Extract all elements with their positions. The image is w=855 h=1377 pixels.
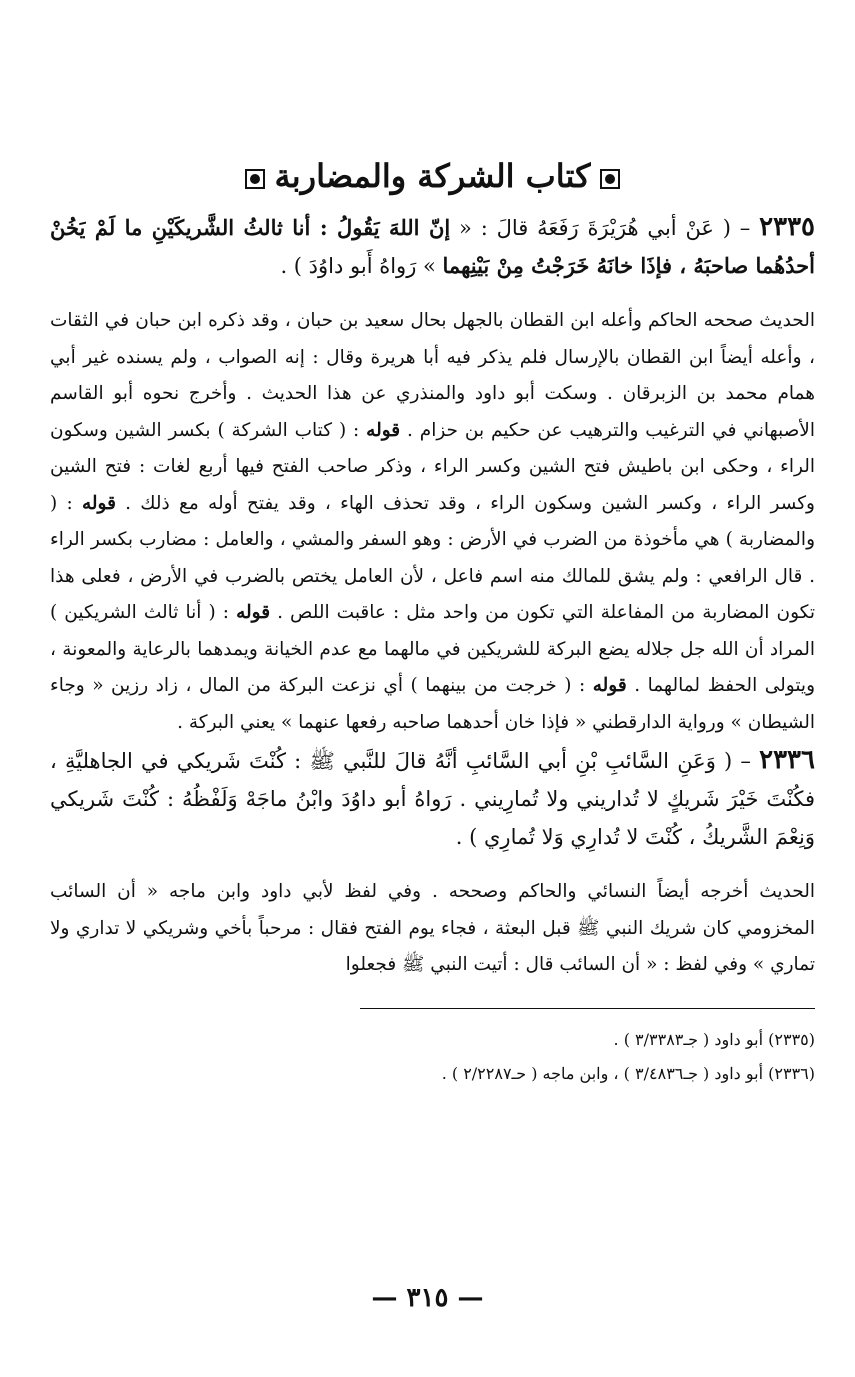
commentary-keyword: قوله [236, 602, 271, 623]
ornament-icon [600, 169, 620, 189]
commentary-keyword: قوله [592, 675, 627, 696]
commentary-text: : ( والمضاربة ) هي مأخوذة من الضرب في الأرض : وهو السفر والمشي ، والعامل : مضارب بكسر الراء . قال الرافعي : ولم يشق للمالك منه اسم فاعل ، لأن العامل يختص بالضرب في الأرض ، فعلى هذا تكون المضاربة من المفاعلة التي تكون من واحد مثل : عاقبت اللص . [50, 492, 815, 623]
commentary-text: : ( خرجت من بينهما ) أي نزعت البركة من المال ، زاد رزين « وجاء الشيطان » ورواية الدارقطني « فإذا خان أحدهما صاحبه رفعها عنهما » يعني البركة . [50, 675, 815, 733]
hadith-intro: ( عَنْ أبي هُرَيْرَةَ رَفَعَهُ قالَ : « [450, 216, 731, 240]
hadith-quote: إنّ اللهَ يَقُولُ : أنا ثالثُ الشَّريكَيْنِ ما لَمْ يَخُنْ أحدُهُما صاحبَهُ ، فإذَا خانَهُ خَرَجْتُ مِنْ بَيْنِهما [50, 215, 815, 278]
footnote-2336: (٢٣٣٦) أبو داود ( جـ٣/٤٨٣٦ ) ، وابن ماجه ( حـ٢/٢٢٨٧ ) . [441, 1063, 815, 1083]
hadith-2335 [50, 208, 815, 285]
commentary-2336: الحديث أخرجه أيضاً النسائي والحاكم وصححه . وفي لفظ لأبي داود وابن ماجه « أن السائب المخزومي كان شريك النبي ﷺ قبل البعثة ، فجاء يوم الفتح فقال : مرحباً بأخي وشريكي لا تداري ولا تماري » وفي لفظ : « أن السائب قال : أتيت النبي ﷺ فجعلوا [50, 881, 815, 975]
commentary-text: : ( أنا ثالث الشريكين ) المراد أن الله جل جلاله يضع البركة للشريكين في مالهما مع عدم الخيانة ويمدهما بالرعاية والمعونة ، ويتولى الحفظ لمالهما . [50, 602, 815, 696]
hadith-outro: » رَواهُ أَبو داوُدَ ) . [280, 254, 443, 278]
chapter-title [50, 148, 815, 204]
hadith-number: ٢٣٣٥ [759, 212, 815, 242]
footnote-divider [360, 1008, 815, 1009]
footnote-2335: (٢٣٣٥) أبو داود ( جـ٣/٣٣٨٣ ) . [613, 1029, 815, 1049]
commentary-2335 [50, 303, 815, 741]
hadith-dash: – [730, 216, 760, 240]
commentary-keyword: قوله [366, 419, 401, 441]
page-number: — ٣١٥ — [371, 1283, 484, 1313]
page-content [50, 148, 815, 1091]
hadith-dash: – [732, 749, 760, 773]
chapter-title-text: كتاب الشركة والمضاربة [274, 157, 591, 195]
commentary-text: : ( كتاب الشركة ) بكسر الشين وسكون الراء ، وحكى ابن باطيش فتح الشين وكسر الراء ، وذكر صاحب الفتح فيها أربع لغات : فتح الشين وكسر الراء ، وكسر الشين وسكون الراء ، وقد تحذف الهاء ، وقد يفتح أوله مع ذلك . [50, 419, 815, 514]
ornament-icon [245, 169, 265, 189]
hadith-2336 [50, 741, 815, 856]
commentary-text: الحديث صححه الحاكم وأعله ابن القطان بالجهل بحال سعيد بن حبان ، وقد ذكره ابن حبان في الثقات ، وأعله أيضاً ابن القطان بالإرسال فلم يذكر فيه أبا هريرة وقال : إنه الصواب ، ولم يسنده غير أبي همام محمد بن الزبرقان . وسكت أبو داود والمنذري عن هذا الحديث . وأخرج نحوه أبو القاسم الأصبهاني في الترغيب والترهيب عن حكيم بن حزام . [50, 310, 815, 441]
commentary-keyword: قوله [81, 492, 116, 514]
hadith-text: ( وَعَنِ السَّائبِ بْنِ أبي السَّائبِ أنَّهُ قالَ للنَّبي ﷺ : كُنْتَ شَريكي في الجاهليَّةِ ، فكُنْتَ خَيْرَ شَريكٍ لا تُداريني ولا تُمارِيني . رَواهُ أبو داوُدَ وابْنُ ماجَهْ وَلَفْظُهُ : كُنْتَ شَريكي وَنِعْمَ الشَّريكُ ، كُنْتَ لا تُدارِي وَلا تُمارِي ) . [50, 749, 815, 849]
hadith-number: ٢٣٣٦ [759, 745, 815, 775]
